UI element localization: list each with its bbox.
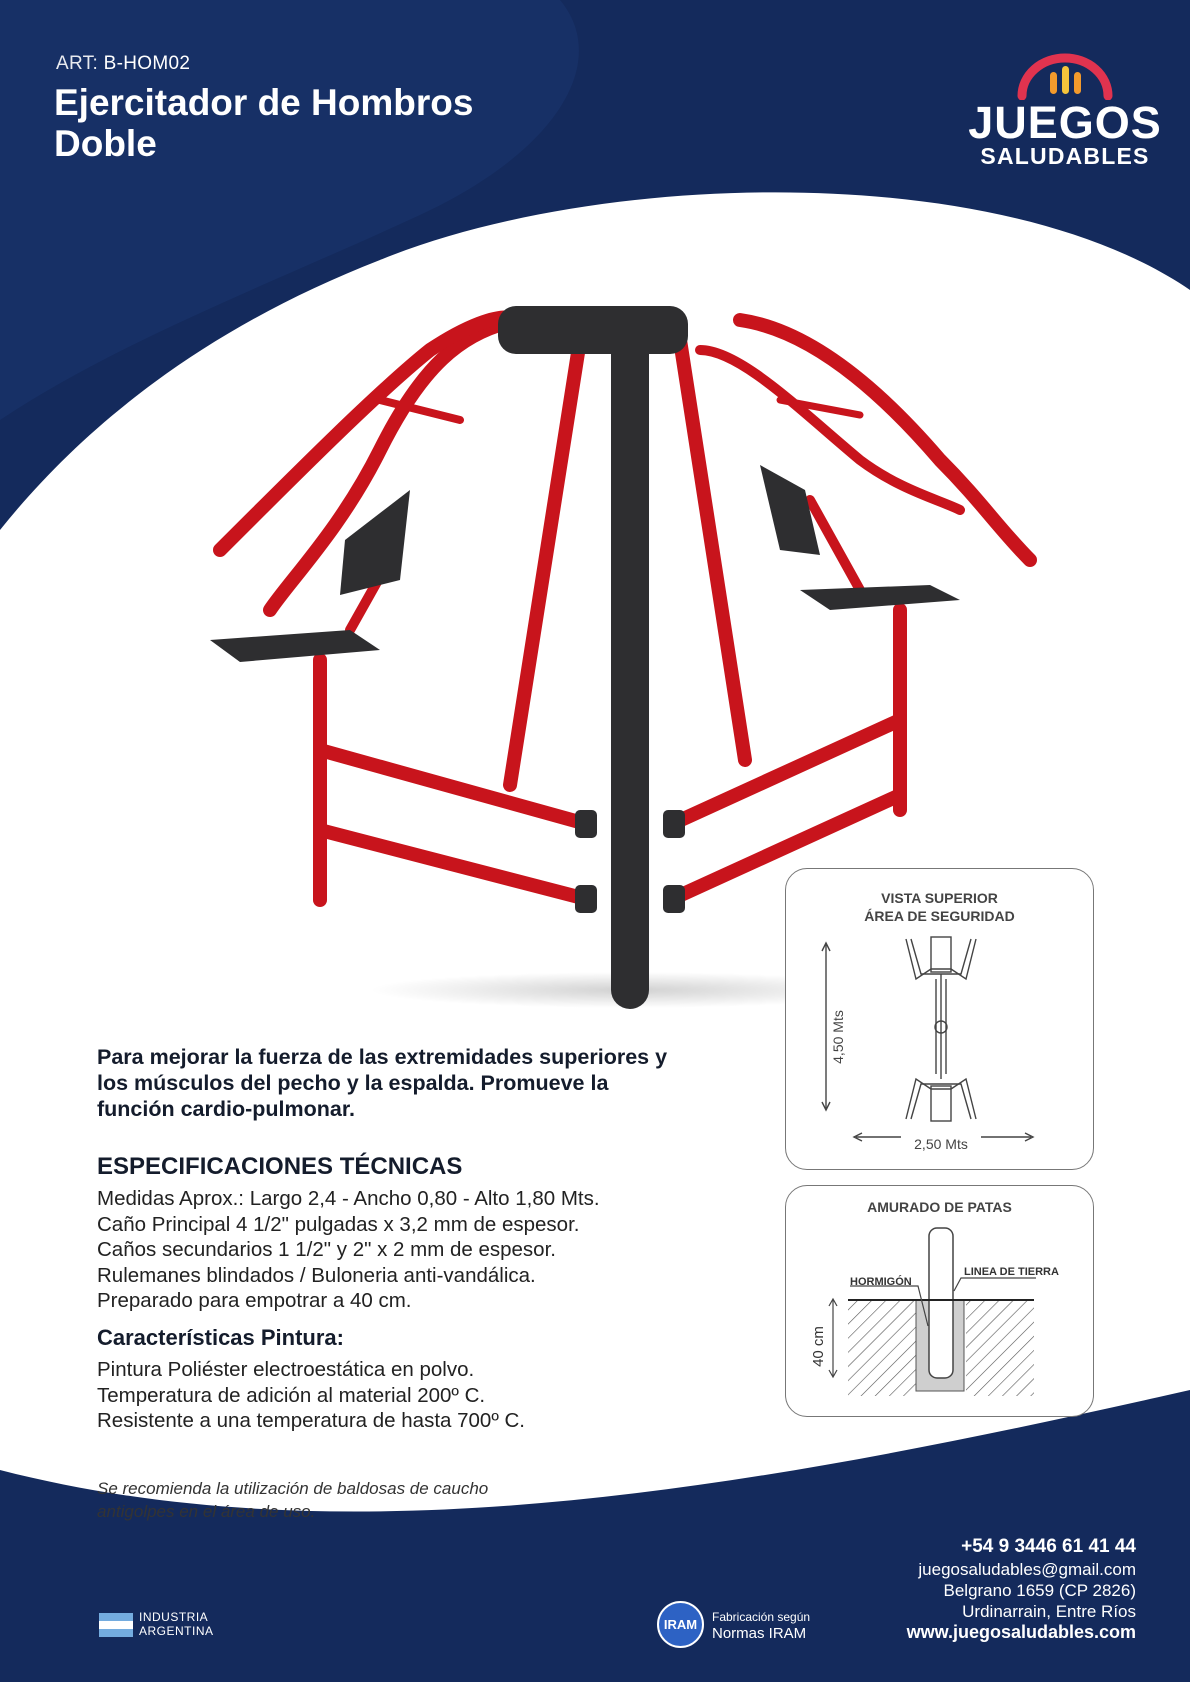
industria-line2: ARGENTINA	[139, 1624, 214, 1638]
industria-argentina-label	[139, 1610, 214, 1638]
paint-item: Temperatura de adición al material 200º C.	[97, 1383, 486, 1407]
ground-line-label: LINEA DE TIERRA	[964, 1266, 1059, 1278]
iram-line1: Fabricación según	[712, 1610, 811, 1624]
safety-area-box	[785, 868, 1094, 1170]
contact-email[interactable]: juegosaludables@gmail.com	[918, 1560, 1136, 1579]
concrete-label: HORMIGÓN	[850, 1276, 912, 1288]
iram-line2: Normas IRAM	[712, 1625, 807, 1642]
article-code-value: B-HOM02	[103, 53, 191, 74]
spec-item: Caño Principal 4 1/2" pulgadas x 3,2 mm de espesor.	[97, 1212, 580, 1236]
product-description: Para mejorar la fuerza de las extremidades superiores y los músculos del pecho y la espalda. Promueve la función cardio-pulmonar.	[97, 1045, 668, 1121]
spec-item: Preparado para empotrar a 40 cm.	[97, 1289, 412, 1312]
recommendation-line1: Se recomienda la utilización de baldosas de caucho	[97, 1479, 489, 1498]
width-label: 2,50 Mts	[914, 1136, 968, 1152]
specs-list	[97, 1186, 737, 1314]
article-code-key: ART:	[56, 53, 99, 74]
industria-line1: INDUSTRIA	[139, 1610, 209, 1624]
depth-label-wrap	[788, 1306, 848, 1386]
contact-address-line2: Urdinarrain, Entre Ríos	[962, 1602, 1136, 1621]
paint-item: Resistente a una temperatura de hasta 700º C.	[97, 1409, 525, 1432]
height-label: 4,50 Mts	[829, 1010, 846, 1064]
paint-heading: Características Pintura:	[97, 1325, 344, 1350]
anchor-box-title: AMURADO DE PATAS	[867, 1199, 1012, 1215]
paint-list	[97, 1357, 737, 1434]
specs-heading: ESPECIFICACIONES TÉCNICAS	[97, 1153, 463, 1180]
spec-item: Caños secundarios 1 1/2" y 2" x 2 mm de espesor.	[97, 1238, 556, 1261]
spec-item: Medidas Aprox.: Largo 2,4 - Ancho 0,80 - Alto 1,80 Mts.	[97, 1187, 600, 1210]
product-title-line1: Ejercitador de Hombros	[54, 82, 474, 123]
safety-box-title2: ÁREA DE SEGURIDAD	[864, 908, 1015, 924]
product-title	[54, 82, 574, 164]
contact-address-line1: Belgrano 1659 (CP 2826)	[943, 1581, 1136, 1600]
logo-arch-icon	[1010, 50, 1120, 100]
product-title-line2: Doble	[54, 123, 157, 164]
argentina-flag-icon	[99, 1613, 133, 1637]
paint-item: Pintura Poliéster electroestática en polvo.	[97, 1358, 475, 1381]
depth-label: 40 cm	[809, 1325, 827, 1367]
logo-text-saludables: SALUDABLES	[980, 143, 1150, 169]
article-code	[56, 53, 190, 75]
iram-badge-icon: IRAM	[657, 1601, 704, 1648]
spec-item: Rulemanes blindados / Buloneria anti-vandálica.	[97, 1263, 536, 1287]
safety-box-title1: VISTA SUPERIOR	[881, 890, 998, 906]
anchoring-box	[785, 1185, 1094, 1417]
height-label-wrap	[808, 987, 868, 1087]
usage-recommendation	[97, 1477, 617, 1523]
contact-website-link[interactable]: www.juegosaludables.com	[906, 1622, 1136, 1642]
contact-phone[interactable]: +54 9 3446 61 41 44	[961, 1536, 1136, 1557]
logo-text-juegos: JUEGOS	[968, 97, 1162, 148]
recommendation-line2: antigolpes en el área de uso.	[97, 1502, 316, 1521]
